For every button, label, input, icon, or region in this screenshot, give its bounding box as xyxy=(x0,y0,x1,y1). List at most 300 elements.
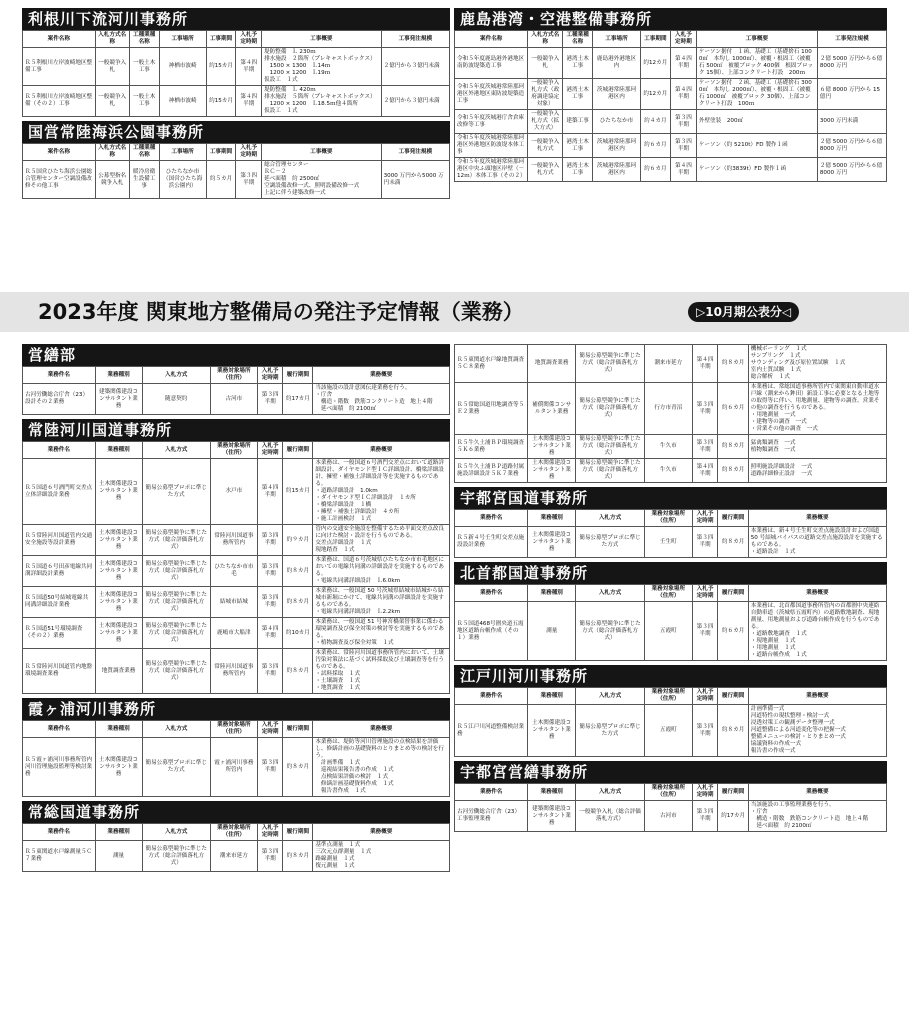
table-row xyxy=(23,459,450,525)
table-cell: 第３四半期 xyxy=(236,161,262,199)
column-header: 工事発注規模 xyxy=(381,144,449,161)
table-cell: 約15カ月 xyxy=(206,48,236,86)
table-row xyxy=(23,525,450,556)
column-header: 業務対象場所（住所） xyxy=(645,510,693,527)
table-cell: 第３四半期 xyxy=(692,383,718,435)
schedule-table xyxy=(454,584,887,661)
table-cell: Ｒ５国道６号田彦電線共同溝詳細設計業務 xyxy=(23,556,96,587)
table-cell: 第３四半期 xyxy=(257,649,283,694)
table-cell: 本業務は、堤防等河川管理施設の点検結果を評価し、修繕計画の基礎資料のとりまとめ等の検討を行う。 計画準備 １式 巡視結果報告書の作成 １式 点検結果評価の検討 １式 修繕計画基礎資料作成 １式 報告書作成 １式 xyxy=(313,738,450,797)
column-header: 業務対象場所（住所） xyxy=(645,585,693,602)
table-cell: 3000 万円未満 xyxy=(817,110,886,134)
bottom-left-column xyxy=(22,344,450,1024)
office-title: 営繕部 xyxy=(22,344,450,366)
table-cell: 建築関係建設コンサルタント業務 xyxy=(528,801,576,832)
table-cell: 第４四半期 xyxy=(670,79,696,110)
table-cell: Ｒ５牛久土浦ＢＰ環境調査５Ｋ６業務 xyxy=(455,435,528,459)
table-cell: 簡易公募型競争に準じた方式（総合評価落札方式） xyxy=(142,841,210,872)
column-header: 業務対象場所（住所） xyxy=(210,721,257,738)
table-cell: 第３四半期 xyxy=(670,110,696,134)
column-header: 入札予定時期 xyxy=(236,144,262,161)
table-cell: 随意契約 xyxy=(142,384,210,415)
column-header: 履行期間 xyxy=(283,442,313,459)
table-cell: 五霞町 xyxy=(645,705,693,757)
table-cell: ２億円から３億円未満 xyxy=(381,86,449,117)
table-cell: Ｒ５江戸川河道整備検討業務 xyxy=(455,705,528,757)
table-cell: 簡易公募型プロポに準じた方式 xyxy=(142,738,210,797)
table-row xyxy=(23,587,450,618)
table-header-row xyxy=(23,721,450,738)
table-cell: 第４四半期 xyxy=(257,459,283,525)
column-header: 工事場所 xyxy=(159,31,206,48)
table-cell: 古河市 xyxy=(645,801,693,832)
table-cell: 土木関係建設コンサルタント業務 xyxy=(528,705,576,757)
table-cell: 一般競争入札（総合評価落札方式） xyxy=(575,801,644,832)
column-header: 履行期間 xyxy=(283,824,313,841)
table-cell: Ｒ５国道51号環境調査（その２）業務 xyxy=(23,618,96,649)
table-cell: 計画準備一式 河道特性の現状整理・検討一式 浸透対策工の観測データ整理一式 河道整備による河道変化等の把握一式 整備メニューの検討・とりまとめ一式 協議資料の作成一式 報告書の作成一式 xyxy=(748,705,886,757)
table-cell: 令和５年度茨城港常陸那珂港区外港地区防波堤本体工事 xyxy=(455,134,528,158)
table-cell: 公募型指名競争入札 xyxy=(95,161,129,199)
table-cell: 約６カ月 xyxy=(640,134,670,158)
table-row xyxy=(455,527,887,558)
column-header: 入札予定時期 xyxy=(692,688,718,705)
table-cell: 当該施設の設計意図伝達業務を行う。 ・庁舎 構造・階数 鉄筋コンクリート造 地上４階 延べ面積 約 2100㎡ xyxy=(313,384,450,415)
office-section xyxy=(454,562,887,661)
column-header: 業務件名 xyxy=(455,784,528,801)
office-title: 霞ヶ浦河川事務所 xyxy=(22,698,450,720)
top-left-column xyxy=(22,8,450,286)
table-row xyxy=(23,649,450,694)
table-cell: ２億 5000 万円から６億 8000 万円 xyxy=(817,134,886,158)
column-header: 入札方式名称 xyxy=(95,31,129,48)
column-header: 業務件名 xyxy=(23,824,96,841)
column-header: 工事発注規模 xyxy=(381,31,449,48)
table-cell: 一般競争入札方式 xyxy=(528,134,563,158)
table-row xyxy=(455,459,887,483)
table-cell: 土木関係建設コンサルタント業務 xyxy=(528,527,576,558)
table-cell: 地質調査業務 xyxy=(95,649,142,694)
column-header: 業務概要 xyxy=(748,784,886,801)
column-header: 入札方式 xyxy=(142,367,210,384)
office-title: 鹿島港湾・空港整備事務所 xyxy=(454,8,887,30)
table-cell: 測量 xyxy=(528,602,576,661)
table-cell: 水戸市 xyxy=(210,459,257,525)
table-cell: ひたちなか市 xyxy=(593,110,641,134)
table-cell: Ｒ５利根川左岸波崎地区整備工事 xyxy=(23,48,96,86)
table-cell: 簡易公募型競争に準じた方式（総合評価落札方式） xyxy=(575,459,644,483)
column-header: 工事期間 xyxy=(640,31,670,48)
column-header: 入札方式名称 xyxy=(528,31,563,48)
table-header-row xyxy=(455,688,887,705)
table-cell: 3000 万円から5000 万円未満 xyxy=(381,161,449,199)
schedule-table xyxy=(454,687,887,757)
table-row xyxy=(455,158,887,182)
table-cell: 第３四半期 xyxy=(257,841,283,872)
table-cell: 基準点測量 １式 三次元点群測量 １式 路線測量 １式 復元測量 １式 xyxy=(313,841,450,872)
table-cell: 約17カ月 xyxy=(283,384,313,415)
table-cell: ケーソン据付 １函、基礎工（基礎捨石 1000㎥ 本均し 1000㎡）、被覆・根固工（被覆石 500㎥ 被覆ブロック 400個 根固ブロック 15個）、上部コンクリート打設 200ｍ xyxy=(696,48,817,79)
table-cell: 牛久市 xyxy=(645,435,693,459)
table-cell: 第３四半期 xyxy=(692,602,718,661)
table-cell: 暖冷房衛生設備工事 xyxy=(129,161,159,199)
table-cell: 約８カ月 xyxy=(718,459,748,483)
table-cell: 第４四半期 xyxy=(692,459,718,483)
column-header: 工事発注規模 xyxy=(817,31,886,48)
table-cell: 一般競争入札方式 xyxy=(528,158,563,182)
table-cell: 管内の交通安全施設を整備するため平面交差点改良に向けた検討・設計を行うものである。 交差点詳細設計 １式 現地踏査 １式 xyxy=(313,525,450,556)
table-cell: 霞ヶ浦河川事務所管内 xyxy=(210,738,257,797)
table-cell: 一般競争入札方式（政府調達協定対象） xyxy=(528,79,563,110)
column-header: 業務種別 xyxy=(95,824,142,841)
table-row xyxy=(23,86,450,117)
table-cell: 約８カ月 xyxy=(718,435,748,459)
office-section xyxy=(454,487,887,558)
table-row xyxy=(23,841,450,872)
column-header: 業務対象場所（住所） xyxy=(210,824,257,841)
table-cell: 土木関係建設コンサルタント業務 xyxy=(95,556,142,587)
table-cell: 茨城港常陸那珂港区内 xyxy=(593,79,641,110)
column-header: 業務件名 xyxy=(23,442,96,459)
table-cell: 土木関係建設コンサルタント業務 xyxy=(528,435,576,459)
schedule-table xyxy=(22,720,450,797)
table-cell: 簡易公募型競争に準じた方式（総合評価落札方式） xyxy=(142,525,210,556)
table-cell: 神栖市波崎 xyxy=(159,48,206,86)
office-title: 常陸河川国道事務所 xyxy=(22,419,450,441)
column-header: 工種業種名称 xyxy=(129,144,159,161)
table-cell: Ｒ５常陸河川国道管内地盤環境調査業務 xyxy=(23,649,96,694)
table-header-row xyxy=(23,31,450,48)
table-cell: 簡易公募型プロポに準じた方式 xyxy=(575,705,644,757)
table-cell: 第３四半期 xyxy=(692,527,718,558)
table-cell: 土木関係建設コンサルタント業務 xyxy=(95,738,142,797)
office-section xyxy=(22,8,450,117)
table-header-row xyxy=(455,784,887,801)
table-cell: 簡易公募型競争に準じた方式（総合評価落札方式） xyxy=(575,345,644,383)
table-cell: 一般土木工事 xyxy=(129,86,159,117)
schedule-table xyxy=(454,344,887,483)
table-row xyxy=(455,383,887,435)
office-title: 利根川下流河川事務所 xyxy=(22,8,450,30)
table-cell: Ｒ５牛久土浦ＢＰ道路付属施設詳細設計５Ｋ７業務 xyxy=(455,459,528,483)
column-header: 工事場所 xyxy=(159,144,206,161)
table-row xyxy=(23,556,450,587)
banner-subtitle-badge: ▷10月期公表分◁ xyxy=(688,302,799,322)
table-cell: 簡易公募型競争に準じた方式（総合評価落札方式） xyxy=(142,618,210,649)
office-title: 宇都宮国道事務所 xyxy=(454,487,887,509)
table-cell: 第４四半期 xyxy=(257,618,283,649)
column-header: 工事期間 xyxy=(206,31,236,48)
column-header: 入札方式 xyxy=(142,721,210,738)
column-header: 入札方式 xyxy=(142,824,210,841)
table-row xyxy=(455,345,887,383)
table-cell: 壬生町 xyxy=(645,527,693,558)
table-row xyxy=(455,134,887,158)
table-cell: Ｒ５常総国道用地調査等５Ｅ２業務 xyxy=(455,383,528,435)
table-cell: 約12カ月 xyxy=(640,79,670,110)
table-cell: 約８カ月 xyxy=(283,649,313,694)
table-cell: 一般競争入札 xyxy=(528,48,563,79)
schedule-table xyxy=(22,143,450,199)
column-header: 入札予定時期 xyxy=(257,824,283,841)
table-cell: 第３四半期 xyxy=(692,705,718,757)
table-cell: ケーソン（約 5210t）FD 製作１函 xyxy=(696,134,817,158)
office-section xyxy=(454,665,887,757)
table-cell: Ｒ５霞ヶ浦河川事務所管内河川管理施設監理等検討業務 xyxy=(23,738,96,797)
table-cell: 総合管理センター ＲＣ－２ 延べ面積 約 2500㎡ 空調設備改修一式、照明設備改修一式 上記に伴う建築改修一式 xyxy=(262,161,382,199)
table-row xyxy=(455,705,887,757)
table-cell: 約８カ月 xyxy=(283,738,313,797)
table-cell: 補償関係コンサルタント業務 xyxy=(528,383,576,435)
column-header: 業務概要 xyxy=(313,442,450,459)
table-cell: 潮来市延方 xyxy=(645,345,693,383)
table-cell: 約８カ月 xyxy=(718,527,748,558)
column-header: 入札方式名称 xyxy=(95,144,129,161)
office-section xyxy=(22,419,450,694)
column-header: 案件名称 xyxy=(455,31,528,48)
table-row xyxy=(455,110,887,134)
table-cell: 第４四半期 xyxy=(236,86,262,117)
table-cell: 潮来市延方 xyxy=(210,841,257,872)
column-header: 業務概要 xyxy=(313,367,450,384)
table-cell: 茨城港常陸那珂港区内 xyxy=(593,158,641,182)
table-cell: Ｒ５常陸河川国道管内交通安全施設等設計業務 xyxy=(23,525,96,556)
banner-title: 2023年度 関東地方整備局の発注予定情報（業務） xyxy=(38,300,524,324)
schedule-table xyxy=(454,783,887,832)
column-header: 工事概要 xyxy=(262,144,382,161)
column-header: 案件名称 xyxy=(23,31,96,48)
table-cell: 猛禽類調査 一式 植物類調査 一式 xyxy=(748,435,886,459)
office-section xyxy=(22,344,450,415)
table-cell: 鹿嶋市大船津 xyxy=(210,618,257,649)
column-header: 工種業種名称 xyxy=(562,31,592,48)
column-header: 入札方式 xyxy=(575,510,644,527)
column-header: 入札予定時期 xyxy=(257,721,283,738)
office-section xyxy=(22,801,450,872)
table-cell: 簡易公募型競争に準じた方式（総合評価落札方式） xyxy=(575,435,644,459)
column-header: 履行期間 xyxy=(283,721,313,738)
table-cell: 令和５年度茨城港常陸那珂港区外港地区東防波堤築造工事 xyxy=(455,79,528,110)
table-cell: 第４四半期 xyxy=(236,48,262,86)
table-cell: 簡易公募型競争に準じた方式（総合評価落札方式） xyxy=(142,556,210,587)
column-header: 履行期間 xyxy=(283,367,313,384)
table-cell: 茨城港常陸那珂港区内 xyxy=(593,134,641,158)
table-row xyxy=(23,738,450,797)
table-cell: 約４カ月 xyxy=(640,110,670,134)
column-header: 工事期間 xyxy=(206,144,236,161)
table-cell: 約10カ月 xyxy=(283,618,313,649)
table-header-row xyxy=(23,144,450,161)
table-cell: 地質調査業務 xyxy=(528,345,576,383)
schedule-table xyxy=(454,509,887,558)
table-cell: 令和５年度茨城港庁舎倉庫改修等工事 xyxy=(455,110,528,134)
table-cell: 常陸河川国道事務所管内 xyxy=(210,649,257,694)
table-cell: 神栖市波崎 xyxy=(159,86,206,117)
table-cell: 簡易公募型プロポに準じた方式 xyxy=(575,527,644,558)
table-cell: 約15カ月 xyxy=(283,459,313,525)
column-header: 業務種別 xyxy=(528,784,576,801)
column-header: 入札方式 xyxy=(575,585,644,602)
column-header: 業務概要 xyxy=(313,721,450,738)
table-cell: ひたちなか市市毛 xyxy=(210,556,257,587)
column-header: 業務件名 xyxy=(455,510,528,527)
column-header: 業務種別 xyxy=(528,585,576,602)
table-cell: 堤防整備 Ｌ 230ｍ 排水施設 ２箇所（プレキャストボックス） 1500 × 1300 Ｌ14ｍ 1200 × 1200 Ｌ19ｍ 仮設工 １式 xyxy=(262,48,382,86)
table-cell: 簡易公募型プロポに準じた方式 xyxy=(142,459,210,525)
table-cell: 本業務は、一般国道 51 号神宮橋架替事業に係わる環境調査及び保全対策の検討等を実施するものである。 ・植物調査及び保全対策 １式 xyxy=(313,618,450,649)
table-cell: 簡易公募型競争に準じた方式（総合評価落札方式） xyxy=(142,587,210,618)
office-title: 宇都宮営繕事務所 xyxy=(454,761,887,783)
column-header: 入札方式 xyxy=(575,784,644,801)
column-header: 工種業種名称 xyxy=(129,31,159,48)
table-cell: ２億円から３億円未満 xyxy=(381,48,449,86)
office-title: 国営常陸海浜公園事務所 xyxy=(22,121,450,143)
bottom-right-column xyxy=(454,344,887,1024)
table-cell: 簡易公募型競争に準じた方式（総合評価落札方式） xyxy=(142,649,210,694)
table-cell: 測量 xyxy=(95,841,142,872)
table-cell: 建築工事 xyxy=(562,110,592,134)
column-header: 工事概要 xyxy=(696,31,817,48)
column-header: 業務件名 xyxy=(455,688,528,705)
table-cell: 約８カ月 xyxy=(718,705,748,757)
office-section xyxy=(454,8,887,182)
column-header: 入札予定時期 xyxy=(670,31,696,48)
table-row xyxy=(455,48,887,79)
table-cell: ２億 5000 万円から６億 8000 万円 xyxy=(817,158,886,182)
table-cell: 五霞町 xyxy=(645,602,693,661)
table-cell: 本業務は、国道６号茨城県ひたちなか市市毛地区においての電線共同溝の詳細設計を実施するものである。 ・電線共同溝詳細設計 Ｌ6.0km xyxy=(313,556,450,587)
table-cell: Ｒ５新４号壬生町交差点施設設計業務 xyxy=(455,527,528,558)
office-section xyxy=(22,698,450,797)
table-cell: Ｒ５利根川左岸波崎地区整備（その２）工事 xyxy=(23,86,96,117)
table-cell: 本業務は、常陸河川国道事務所管内において、土壌汚染対策法に基づく試料採取及び土壌調査等を行うものである。 ・試料採取 １式 ・土壌調査 １式 ・地質調査 １式 xyxy=(313,649,450,694)
table-header-row xyxy=(455,31,887,48)
table-cell: 堤防整備 Ｌ 420ｍ 排水施設 ５箇所（プレキャストボックス） 1200 × 1200 Ｌ18.5ｍ他４箇所 仮設工 １式 xyxy=(262,86,382,117)
column-header: 業務対象場所（住所） xyxy=(645,688,693,705)
table-cell: 第３四半期 xyxy=(257,738,283,797)
table-cell: Ｒ５国営ひたち海浜公園総合管理センター空調設備改修その他工事 xyxy=(23,161,96,199)
table-cell: 簡易公募型競争に準じた方式（総合評価落札方式） xyxy=(575,602,644,661)
schedule-table xyxy=(22,30,450,117)
column-header: 業務対象場所（住所） xyxy=(210,367,257,384)
table-cell: 常陸河川国道事務所管内 xyxy=(210,525,257,556)
table-cell: ２億 5000 万円から６億 8000 万円 xyxy=(817,48,886,79)
column-header: 入札予定時期 xyxy=(692,510,718,527)
table-cell: 結城市結城 xyxy=(210,587,257,618)
table-header-row xyxy=(455,585,887,602)
table-cell: Ｒ５国道468号圏央道五霞地区道路台帳作成（その１）業務 xyxy=(455,602,528,661)
column-header: 履行期間 xyxy=(718,585,748,602)
table-cell: 本業務は、一般国道６号酒門交差点において道路詳細設計、ダイヤモンド型ＩＣ詳細設計、橋梁詳細設計、擁壁・補強土詳細設計等を実施するものである。 ・道路詳細設計 1.0km ・ダイヤモンド型ＩＣ詳細設計 １カ所 ・橋梁詳細設計 １橋 ・擁壁・補強土詳細設計 ４カ所 ・施工計画検討 １式 xyxy=(313,459,450,525)
column-header: 業務種別 xyxy=(95,721,142,738)
table-cell: Ｒ５東関道水戸線地質調査５Ｃ８業務 xyxy=(455,345,528,383)
table-cell: 約９カ月 xyxy=(283,525,313,556)
column-header: 履行期間 xyxy=(718,784,748,801)
table-row xyxy=(23,48,450,86)
column-header: 業務概要 xyxy=(748,688,886,705)
column-header: 業務対象場所（住所） xyxy=(210,442,257,459)
office-title: 江戸川河川事務所 xyxy=(454,665,887,687)
table-cell: 鹿島港外港地区内 xyxy=(593,48,641,79)
table-cell: 土木関係建設コンサルタント業務 xyxy=(95,525,142,556)
table-cell: 第４四半期 xyxy=(670,158,696,182)
table-cell: 土木関係建設コンサルタント業務 xyxy=(95,587,142,618)
table-header-row xyxy=(23,824,450,841)
table-row xyxy=(23,161,450,199)
table-cell: 第３四半期 xyxy=(692,801,718,832)
office-section xyxy=(454,344,887,483)
column-header: 入札予定時期 xyxy=(257,442,283,459)
title-banner xyxy=(0,292,909,332)
column-header: 業務概要 xyxy=(748,510,886,527)
table-cell: 第３四半期 xyxy=(692,435,718,459)
column-header: 履行期間 xyxy=(718,510,748,527)
table-cell: 港湾土木工事 xyxy=(562,158,592,182)
table-header-row xyxy=(23,442,450,459)
table-cell: 行方市青沼 xyxy=(645,383,693,435)
table-cell: 牛久市 xyxy=(645,459,693,483)
table-cell: 当該施設の工事監理業務を行う。 ・庁舎 構造・階数 鉄筋コンクリート造 地上４階 延べ面積 約 2100㎡ xyxy=(748,801,886,832)
schedule-table xyxy=(22,823,450,872)
office-title: 北首都国道事務所 xyxy=(454,562,887,584)
table-cell: 第３四半期 xyxy=(257,587,283,618)
table-cell: 第３四半期 xyxy=(257,556,283,587)
table-cell: 第３四半期 xyxy=(257,384,283,415)
table-cell: 第３四半期 xyxy=(257,525,283,556)
table-cell: 古河労働総合庁舎（23）設計その２業務 xyxy=(23,384,96,415)
table-cell: ６億 8000 万円から 15 億円 xyxy=(817,79,886,110)
column-header: 業務概要 xyxy=(748,585,886,602)
table-cell: 約６カ月 xyxy=(640,158,670,182)
table-row xyxy=(23,618,450,649)
table-cell: 本業務は、一般国道 50 号茨城県結城市結城から結城市新堀にかけて、電線共同溝の詳細設計を実施するものである。 ・電線共同溝詳細設計 Ｌ2.2km xyxy=(313,587,450,618)
table-cell: 約８カ月 xyxy=(283,556,313,587)
table-row xyxy=(23,384,450,415)
column-header: 履行期間 xyxy=(718,688,748,705)
table-cell: 約８カ月 xyxy=(718,345,748,383)
table-row xyxy=(455,435,887,459)
table-cell: 簡易公募型競争に準じた方式（総合評価落札方式） xyxy=(575,383,644,435)
column-header: 入札予定時期 xyxy=(236,31,262,48)
table-cell: 約８カ月 xyxy=(283,841,313,872)
table-cell: 港湾土木工事 xyxy=(562,79,592,110)
table-cell: 約15カ月 xyxy=(206,86,236,117)
table-cell: 約８カ月 xyxy=(283,587,313,618)
column-header: 入札方式 xyxy=(575,688,644,705)
column-header: 工事場所 xyxy=(593,31,641,48)
table-cell: Ｒ５東関道水戸線測量５Ｃ７業務 xyxy=(23,841,96,872)
top-right-column xyxy=(454,8,887,286)
table-cell: 土木関係建設コンサルタント業務 xyxy=(95,618,142,649)
table-cell: 第４四半期 xyxy=(670,48,696,79)
table-cell: 本業務は、常総国道事務所管内で東関東自動車道水戸線（潮来から鉾田）新設工事に必要となる土地等の取得等に伴い、用地測量、建物等の調査、営業その他の調査を行うものである。 ・用地測量 一式 ・建物等の調査 一式 ・営業その他の調査 一式 xyxy=(748,383,886,435)
table-cell: 約６カ月 xyxy=(718,383,748,435)
column-header: 工事概要 xyxy=(262,31,382,48)
table-cell: 古河市 xyxy=(210,384,257,415)
table-cell: 本業務は、北首都国道事務所管内の首都圏中央連絡自動車道（茨城県五霞町内）の道路敷地調査、現地測量、用地測量および道路台帳作成を行うものである。 ・道路敷地調査 １式 ・現地測量 １式 ・用地測量 １式 ・道路台帳作成 １式 xyxy=(748,602,886,661)
table-cell: 一般競争入札方式（拡大方式） xyxy=(528,110,563,134)
column-header: 業務件名 xyxy=(455,585,528,602)
table-cell: 古河労働総合庁舎（23）工事監理業務 xyxy=(455,801,528,832)
table-cell: 土木関係建設コンサルタント業務 xyxy=(95,459,142,525)
table-row xyxy=(455,801,887,832)
table-cell: Ｒ５国道６号酒門町交差点立体詳細設計業務 xyxy=(23,459,96,525)
column-header: 業務件名 xyxy=(23,367,96,384)
table-cell: ひたちなか市（国営ひたち海浜公園内） xyxy=(159,161,206,199)
column-header: 入札方式 xyxy=(142,442,210,459)
column-header: 業務件名 xyxy=(23,721,96,738)
table-header-row xyxy=(23,367,450,384)
